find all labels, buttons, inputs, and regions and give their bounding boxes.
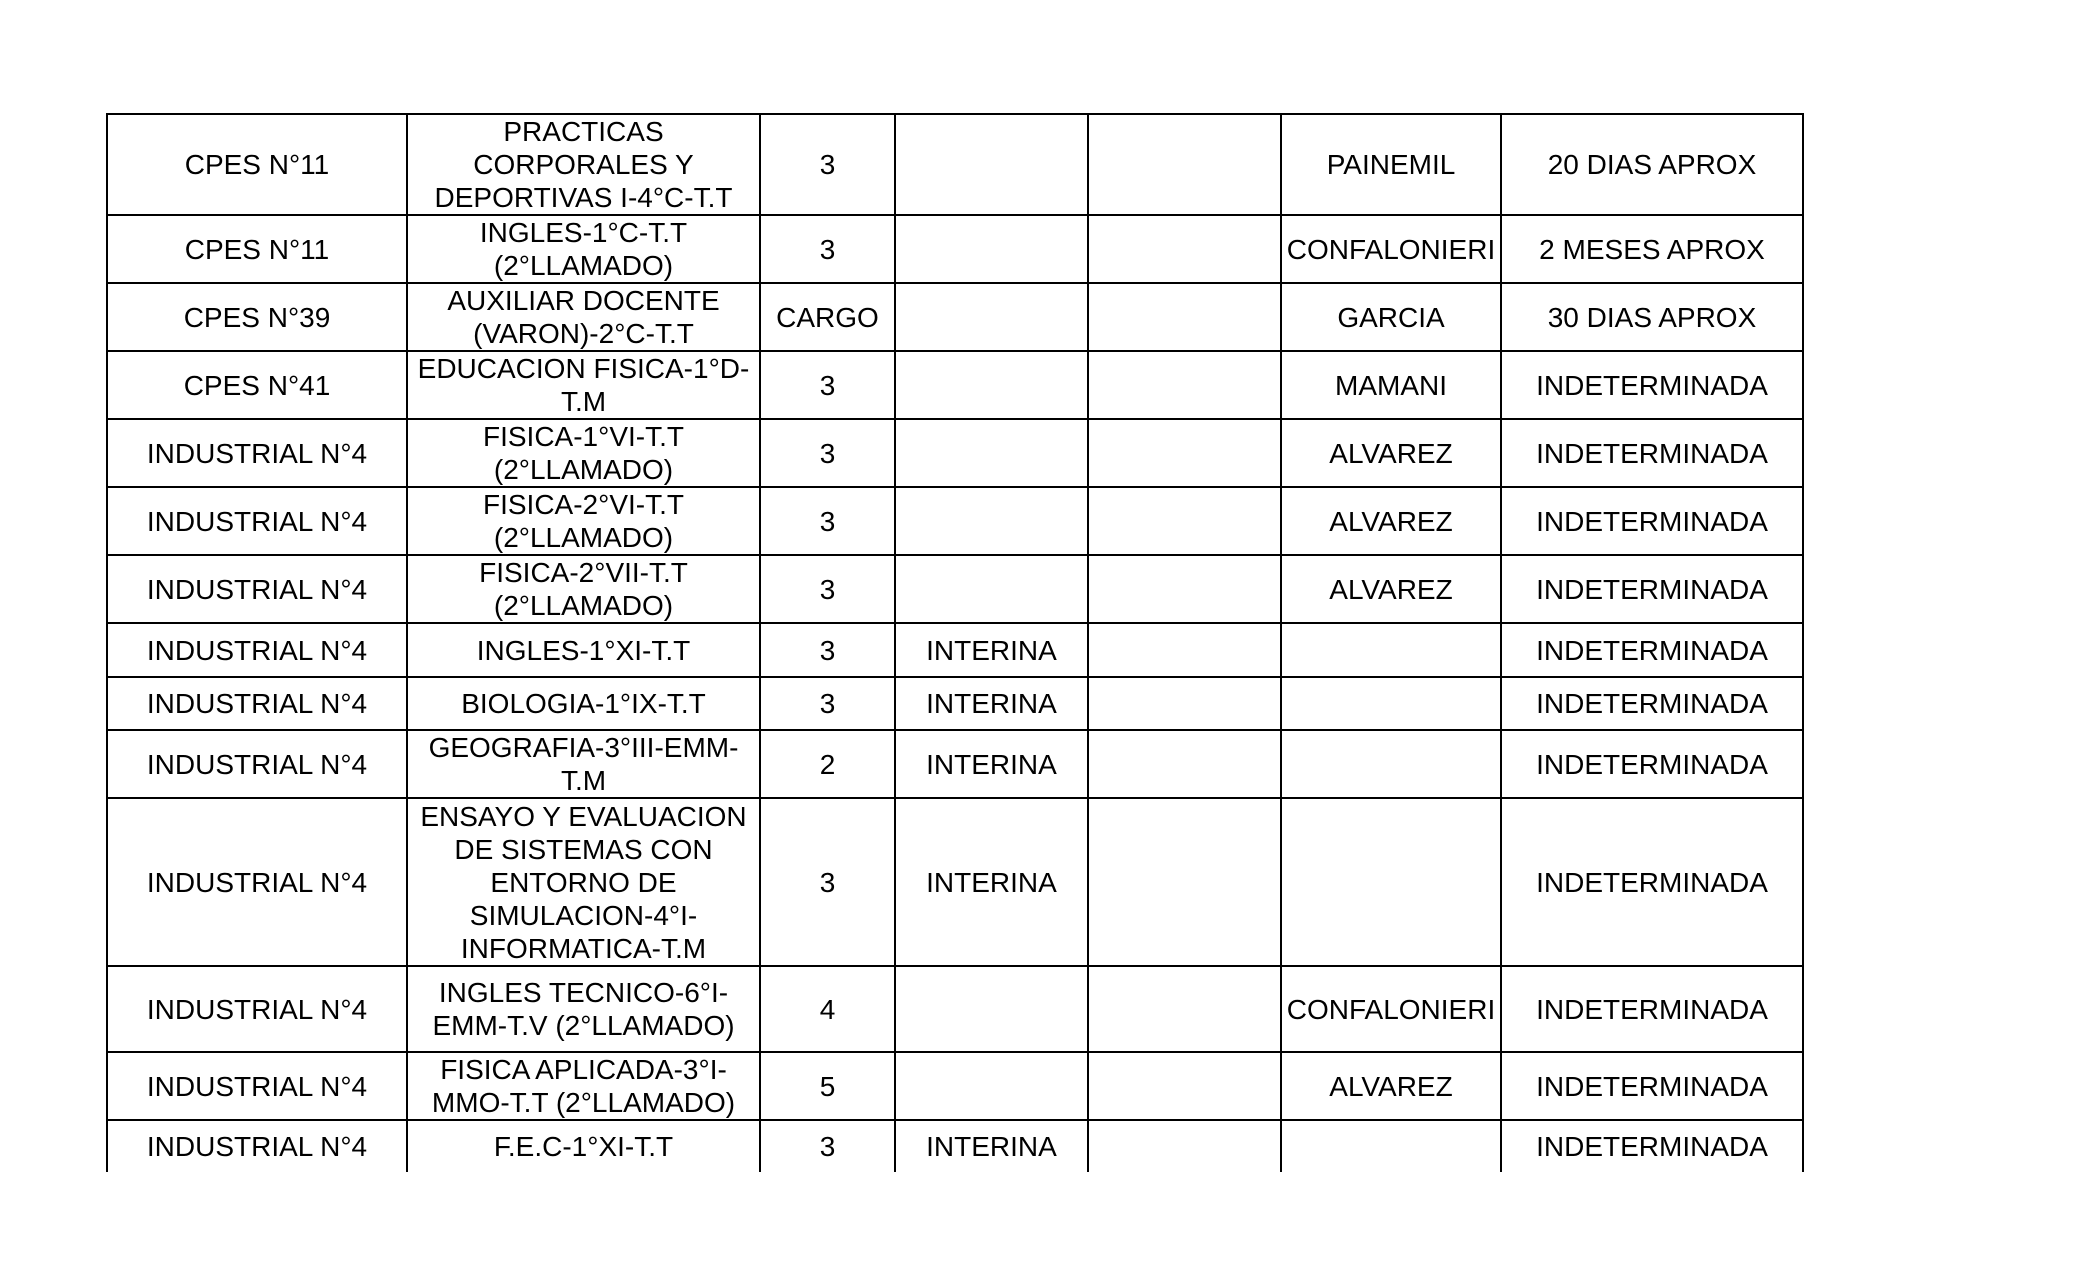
school-cell: INDUSTRIAL N°4 (107, 730, 407, 798)
hours-cell: 3 (760, 487, 895, 555)
subject-cell: INGLES-1°XI-T.T (407, 623, 760, 677)
status-cell (895, 283, 1088, 351)
school-cell: CPES N°39 (107, 283, 407, 351)
status-cell (895, 419, 1088, 487)
extra-cell (1088, 215, 1281, 283)
subject-cell: FISICA-2°VI-T.T (2°LLAMADO) (407, 487, 760, 555)
subject-cell: INGLES-1°C-T.T (2°LLAMADO) (407, 215, 760, 283)
status-cell (895, 487, 1088, 555)
school-cell: INDUSTRIAL N°4 (107, 555, 407, 623)
school-cell: INDUSTRIAL N°4 (107, 1052, 407, 1120)
school-cell: CPES N°11 (107, 215, 407, 283)
status-cell: INTERINA (895, 1120, 1088, 1172)
teacher-cell: ALVAREZ (1281, 555, 1501, 623)
table-row (107, 623, 1803, 677)
teacher-cell: CONFALONIERI (1281, 966, 1501, 1052)
table-row (107, 1120, 1803, 1172)
teacher-cell (1281, 730, 1501, 798)
hours-cell: 2 (760, 730, 895, 798)
subject-cell: INGLES TECNICO-6°I-EMM-T.V (2°LLAMADO) (407, 966, 760, 1052)
school-cell: INDUSTRIAL N°4 (107, 623, 407, 677)
extra-cell (1088, 677, 1281, 730)
teacher-cell: GARCIA (1281, 283, 1501, 351)
school-cell: CPES N°11 (107, 114, 407, 215)
duration-cell: INDETERMINADA (1501, 623, 1803, 677)
table-row (107, 798, 1803, 966)
subject-cell: F.E.C-1°XI-T.T (407, 1120, 760, 1172)
duration-cell: 30 DIAS APROX (1501, 283, 1803, 351)
table-row (107, 114, 1803, 215)
status-cell (895, 555, 1088, 623)
hours-cell: 3 (760, 351, 895, 419)
status-cell (895, 966, 1088, 1052)
status-cell (895, 1052, 1088, 1120)
duration-cell: INDETERMINADA (1501, 798, 1803, 966)
hours-cell: 3 (760, 1120, 895, 1172)
table-row (107, 677, 1803, 730)
teacher-cell: ALVAREZ (1281, 419, 1501, 487)
hours-cell: 3 (760, 419, 895, 487)
extra-cell (1088, 798, 1281, 966)
teacher-cell (1281, 798, 1501, 966)
table-row (107, 215, 1803, 283)
vacancies-table (106, 113, 1804, 1172)
hours-cell: 3 (760, 215, 895, 283)
subject-cell: PRACTICAS CORPORALES Y DEPORTIVAS I-4°C-T.T (407, 114, 760, 215)
duration-cell: INDETERMINADA (1501, 730, 1803, 798)
school-cell: INDUSTRIAL N°4 (107, 1120, 407, 1172)
duration-cell: INDETERMINADA (1501, 677, 1803, 730)
hours-cell: 5 (760, 1052, 895, 1120)
subject-cell: GEOGRAFIA-3°III-EMM-T.M (407, 730, 760, 798)
duration-cell: 20 DIAS APROX (1501, 114, 1803, 215)
duration-cell: INDETERMINADA (1501, 555, 1803, 623)
subject-cell: FISICA-1°VI-T.T (2°LLAMADO) (407, 419, 760, 487)
status-cell: INTERINA (895, 623, 1088, 677)
duration-cell: INDETERMINADA (1501, 351, 1803, 419)
teacher-cell: ALVAREZ (1281, 1052, 1501, 1120)
teacher-cell: PAINEMIL (1281, 114, 1501, 215)
table-row (107, 966, 1803, 1052)
status-cell: INTERINA (895, 677, 1088, 730)
school-cell: INDUSTRIAL N°4 (107, 419, 407, 487)
extra-cell (1088, 283, 1281, 351)
extra-cell (1088, 351, 1281, 419)
duration-cell: 2 MESES APROX (1501, 215, 1803, 283)
extra-cell (1088, 555, 1281, 623)
school-cell: INDUSTRIAL N°4 (107, 487, 407, 555)
school-cell: INDUSTRIAL N°4 (107, 677, 407, 730)
table-row (107, 555, 1803, 623)
duration-cell: INDETERMINADA (1501, 1120, 1803, 1172)
hours-cell: 3 (760, 555, 895, 623)
extra-cell (1088, 1120, 1281, 1172)
duration-cell: INDETERMINADA (1501, 487, 1803, 555)
table-row (107, 351, 1803, 419)
subject-cell: EDUCACION FISICA-1°D-T.M (407, 351, 760, 419)
status-cell (895, 114, 1088, 215)
hours-cell: 3 (760, 623, 895, 677)
status-cell: INTERINA (895, 798, 1088, 966)
status-cell (895, 215, 1088, 283)
subject-cell: FISICA-2°VII-T.T (2°LLAMADO) (407, 555, 760, 623)
teacher-cell (1281, 677, 1501, 730)
duration-cell: INDETERMINADA (1501, 966, 1803, 1052)
hours-cell: CARGO (760, 283, 895, 351)
duration-cell: INDETERMINADA (1501, 419, 1803, 487)
status-cell (895, 351, 1088, 419)
school-cell: INDUSTRIAL N°4 (107, 966, 407, 1052)
status-cell: INTERINA (895, 730, 1088, 798)
extra-cell (1088, 419, 1281, 487)
table-row (107, 283, 1803, 351)
teacher-cell (1281, 623, 1501, 677)
extra-cell (1088, 730, 1281, 798)
school-cell: INDUSTRIAL N°4 (107, 798, 407, 966)
school-cell: CPES N°41 (107, 351, 407, 419)
hours-cell: 3 (760, 114, 895, 215)
subject-cell: AUXILIAR DOCENTE (VARON)-2°C-T.T (407, 283, 760, 351)
table-row (107, 419, 1803, 487)
extra-cell (1088, 1052, 1281, 1120)
extra-cell (1088, 114, 1281, 215)
subject-cell: BIOLOGIA-1°IX-T.T (407, 677, 760, 730)
table-row (107, 1052, 1803, 1120)
table-row (107, 487, 1803, 555)
hours-cell: 3 (760, 677, 895, 730)
teacher-cell: ALVAREZ (1281, 487, 1501, 555)
teacher-cell: CONFALONIERI (1281, 215, 1501, 283)
extra-cell (1088, 487, 1281, 555)
hours-cell: 4 (760, 966, 895, 1052)
hours-cell: 3 (760, 798, 895, 966)
table-row (107, 730, 1803, 798)
subject-cell: FISICA APLICADA-3°I-MMO-T.T (2°LLAMADO) (407, 1052, 760, 1120)
extra-cell (1088, 966, 1281, 1052)
teacher-cell: MAMANI (1281, 351, 1501, 419)
extra-cell (1088, 623, 1281, 677)
duration-cell: INDETERMINADA (1501, 1052, 1803, 1120)
subject-cell: ENSAYO Y EVALUACION DE SISTEMAS CON ENTORNO DE SIMULACION-4°I-INFORMATICA-T.M (407, 798, 760, 966)
teacher-cell (1281, 1120, 1501, 1172)
